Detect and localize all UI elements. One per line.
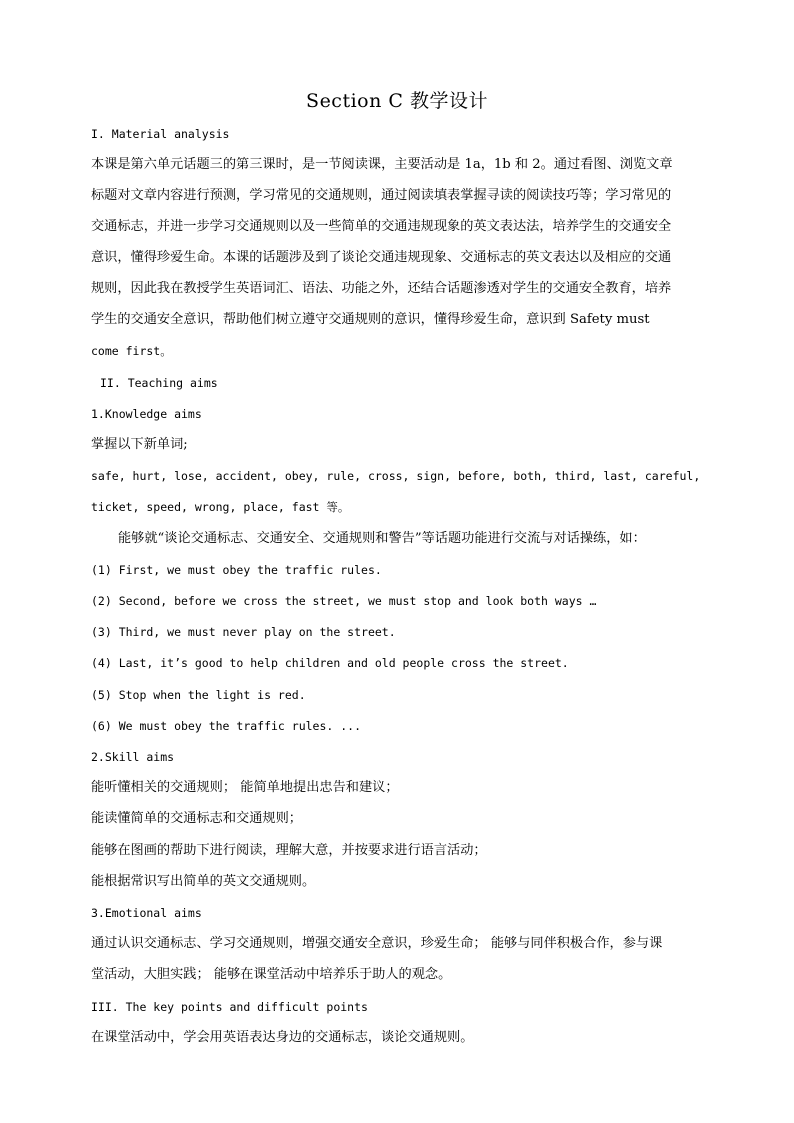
material-paragraph-line: come first。	[91, 344, 172, 358]
section-heading-aims: II. Teaching aims	[100, 376, 218, 390]
material-paragraph-line: 标题对文章内容进行预测，学习常见的交通规则，通过阅读填表掌握寻读的阅读技巧等；学习常见的	[91, 188, 672, 203]
section-heading-material: I. Material analysis	[91, 127, 230, 141]
subheading-emotional: 3.Emotional aims	[91, 906, 202, 920]
material-paragraph-line: 规则，因此我在教授学生英语词汇、语法、功能之外，还结合话题渗透对学生的交通安全教育，培养	[91, 281, 672, 296]
material-paragraph-line: 学生的交通安全意识，帮助他们树立遵守交通规则的意识，懂得珍爱生命，意识到 Safety must	[91, 312, 650, 327]
example-sentence: (6) We must obey the traffic rules. ...	[91, 719, 362, 733]
vocabulary-line: safe, hurt, lose, accident, obey, rule, cross, sign, before, both, third, last, careful,	[91, 469, 701, 483]
skill-item: 能读懂简单的交通标志和交通规则；	[91, 811, 302, 826]
emotional-paragraph-line: 通过认识交通标志、学习交通规则，增强交通安全意识，珍爱生命； 能够与同伴积极合作，参与课	[91, 936, 663, 951]
skill-item: 能根据常识写出简单的英文交通规则。	[91, 874, 316, 889]
emotional-paragraph-line: 堂活动，大胆实践； 能够在课堂活动中培养乐于助人的观念。	[91, 967, 452, 982]
material-paragraph-line: 意识，懂得珍爱生命。本课的话题涉及到了谈论交通违规现象、交通标志的英文表达以及相应的交通	[91, 250, 672, 265]
function-description: 能够就“谈论交通标志、交通安全、交通规则和警告”等话题功能进行交流与对话操练，如：	[118, 531, 646, 546]
example-sentence: (3) Third, we must never play on the street.	[91, 625, 396, 639]
example-sentence: (1) First, we must obey the traffic rules.	[91, 563, 382, 577]
skill-item: 能够在图画的帮助下进行阅读，理解大意，并按要求进行语言活动；	[91, 843, 487, 858]
vocabulary-line: ticket, speed, wrong, place, fast 等。	[91, 500, 350, 514]
knowledge-intro: 掌握以下新单词;	[91, 437, 188, 452]
key-points-text: 在课堂活动中，学会用英语表达身边的交通标志，谈论交通规则。	[91, 1030, 474, 1045]
example-sentence: (5) Stop when the light is red.	[91, 688, 306, 702]
document-title: Section C 教学设计	[306, 90, 488, 112]
material-paragraph-line: 本课是第六单元话题三的第三课时，是一节阅读课，主要活动是 1a，1b 和 2。通过看图、浏览文章	[91, 157, 673, 172]
skill-item: 能听懂相关的交通规则； 能简单地提出忠告和建议；	[91, 780, 399, 795]
example-sentence: (4) Last, it’s good to help children and old people cross the street.	[91, 656, 569, 670]
material-paragraph-line: 交通标志，并进一步学习交通规则以及一些简单的交通违规现象的英文表达法，培养学生的交通安全	[91, 219, 672, 234]
subheading-knowledge: 1.Knowledge aims	[91, 407, 202, 421]
section-heading-key-points: III. The key points and difficult points	[91, 1000, 368, 1014]
example-sentence: (2) Second, before we cross the street, we must stop and look both ways …	[91, 594, 597, 608]
subheading-skill: 2.Skill aims	[91, 750, 175, 764]
